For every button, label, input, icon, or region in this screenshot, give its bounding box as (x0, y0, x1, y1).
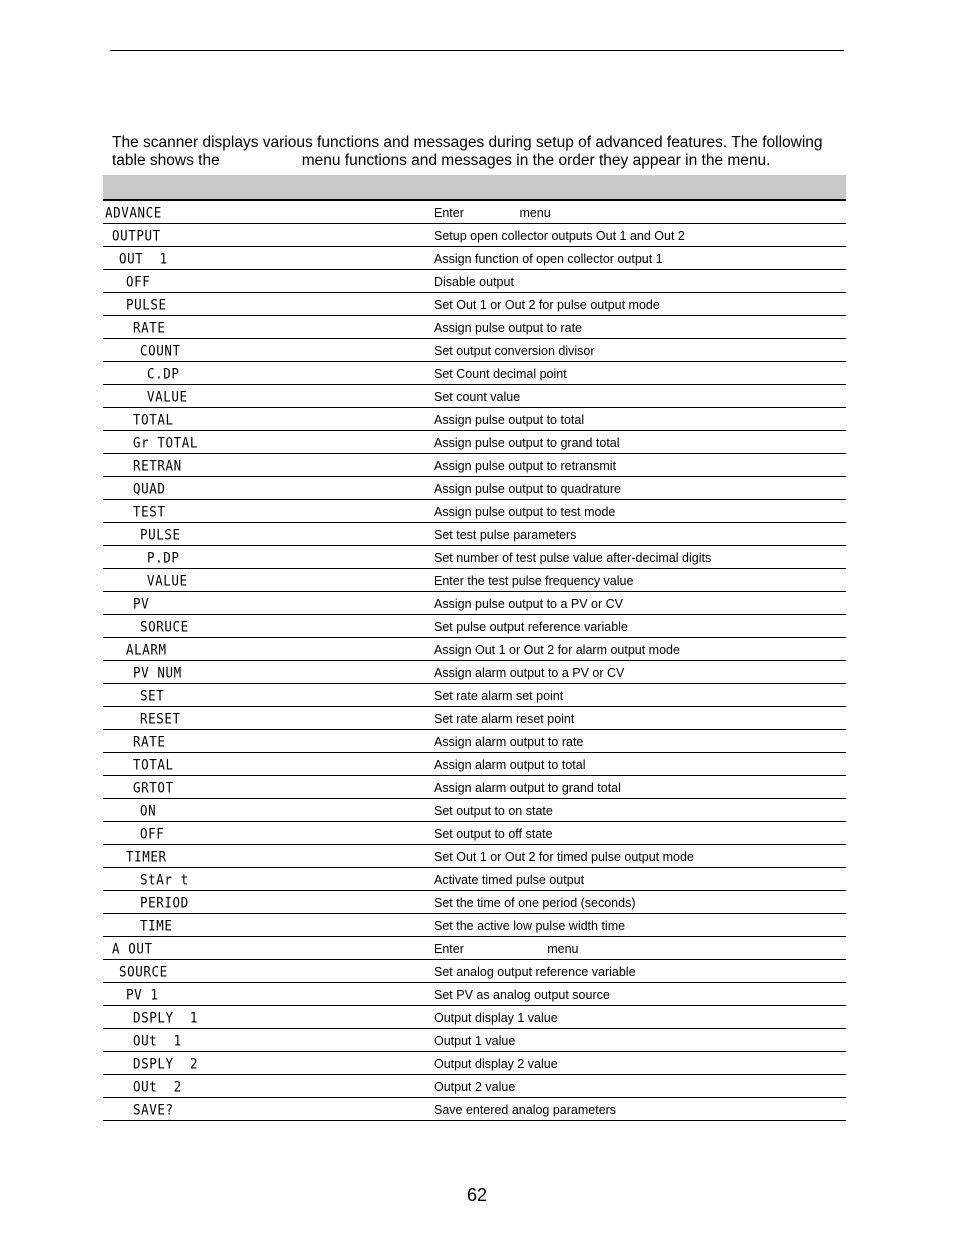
intro-line-1: The scanner displays various functions and messages during setup of advanced features. The following (112, 134, 823, 151)
display-code: Gr TOTAL (133, 434, 199, 451)
function-description: Disable output (434, 275, 514, 289)
display-code: TIMER (126, 848, 167, 865)
table-row (103, 753, 846, 776)
table-row (103, 822, 846, 845)
function-description: Assign pulse output to retransmit (434, 459, 617, 473)
table-row (103, 523, 846, 546)
table-row (103, 868, 846, 891)
table-row (103, 638, 846, 661)
intro-line-2 (112, 152, 842, 170)
display-code: ALARM (126, 641, 167, 658)
table-row (103, 730, 846, 753)
display-code: A OUT (112, 940, 153, 957)
table-row (103, 477, 846, 500)
display-code: StAr t (140, 871, 189, 888)
table-row (103, 454, 846, 477)
table-row (103, 201, 846, 224)
table-row (103, 408, 846, 431)
display-code: RETRAN (133, 457, 182, 474)
table-row (103, 1098, 846, 1121)
table-row (103, 661, 846, 684)
display-code: VALUE (147, 572, 188, 589)
table-body (103, 201, 846, 1121)
function-description: Assign alarm output to rate (434, 735, 584, 749)
display-code: TIME (140, 917, 173, 934)
table-row (103, 983, 846, 1006)
function-description: Set Count decimal point (434, 367, 567, 381)
display-code: TOTAL (133, 411, 174, 428)
table-row (103, 615, 846, 638)
table-row (103, 707, 846, 730)
table-row (103, 960, 846, 983)
table-row (103, 845, 846, 868)
display-code: TOTAL (133, 756, 174, 773)
table-row (103, 431, 846, 454)
function-description: Set PV as analog output source (434, 988, 610, 1002)
display-code: ADVANCE (105, 204, 162, 221)
table-row (103, 500, 846, 523)
function-description: Assign pulse output to grand total (434, 436, 620, 450)
display-code: RATE (133, 319, 166, 336)
intro-line-2-end: menu functions and messages in the order they appear in the menu. (301, 152, 771, 169)
function-description: Assign pulse output to test mode (434, 505, 616, 519)
display-code: TEST (133, 503, 166, 520)
header-rule (110, 50, 844, 51)
table-row (103, 316, 846, 339)
function-description: Set output conversion divisor (434, 344, 595, 358)
display-code: SAVE? (133, 1101, 174, 1118)
function-description: Set Out 1 or Out 2 for timed pulse output mode (434, 850, 694, 864)
display-code: OUTPUT (112, 227, 161, 244)
table-row (103, 937, 846, 960)
display-code: DSPLY 2 (133, 1055, 199, 1072)
function-description: Assign alarm output to total (434, 758, 586, 772)
function-description: Output 2 value (434, 1080, 516, 1094)
function-description: Output display 1 value (434, 1011, 558, 1025)
function-description: Set output to off state (434, 827, 553, 841)
display-code: VALUE (147, 388, 188, 405)
table-row (103, 1029, 846, 1052)
display-code: COUNT (140, 342, 181, 359)
display-code: DSPLY 1 (133, 1009, 199, 1026)
display-code: RATE (133, 733, 166, 750)
table-row (103, 224, 846, 247)
function-description: Assign Out 1 or Out 2 for alarm output mode (434, 643, 680, 657)
table-row (103, 891, 846, 914)
table-row (103, 385, 846, 408)
function-description: Enter menu (434, 942, 579, 956)
table-row (103, 270, 846, 293)
table-row (103, 592, 846, 615)
display-code: QUAD (133, 480, 166, 497)
display-code: OFF (126, 273, 151, 290)
function-description: Set analog output reference variable (434, 965, 636, 979)
function-description: Enter the test pulse frequency value (434, 574, 634, 588)
display-code: P.DP (147, 549, 180, 566)
function-description: Assign pulse output to a PV or CV (434, 597, 623, 611)
table-row (103, 293, 846, 316)
display-code: SET (140, 687, 165, 704)
display-code: OUt 1 (133, 1032, 182, 1049)
table-row (103, 1006, 846, 1029)
function-description: Output 1 value (434, 1034, 516, 1048)
table-row (103, 546, 846, 569)
function-description: Setup open collector outputs Out 1 and Out 2 (434, 229, 685, 243)
function-description: Set Out 1 or Out 2 for pulse output mode (434, 298, 660, 312)
table-row (103, 684, 846, 707)
table-row (103, 1052, 846, 1075)
display-code: OUt 2 (133, 1078, 182, 1095)
intro-paragraph (112, 134, 842, 170)
display-code: RESET (140, 710, 181, 727)
table-row (103, 247, 846, 270)
function-description: Set number of test pulse value after-decimal digits (434, 551, 712, 565)
function-description: Assign alarm output to a PV or CV (434, 666, 625, 680)
display-code: C.DP (147, 365, 180, 382)
display-code: OFF (140, 825, 165, 842)
function-description: Assign pulse output to quadrature (434, 482, 621, 496)
table-row (103, 569, 846, 592)
display-code: PV 1 (126, 986, 159, 1003)
table-row (103, 1075, 846, 1098)
display-code: ON (140, 802, 157, 819)
function-description: Enter menu (434, 206, 551, 220)
display-code: SOURCE (119, 963, 168, 980)
display-code: SORUCE (140, 618, 189, 635)
display-code: PULSE (140, 526, 181, 543)
page-number: 62 (466, 1185, 488, 1205)
function-description: Set output to on state (434, 804, 553, 818)
table-header (103, 175, 846, 201)
display-code: PERIOD (140, 894, 189, 911)
display-code: PULSE (126, 296, 167, 313)
function-description: Set rate alarm reset point (434, 712, 575, 726)
function-description: Set test pulse parameters (434, 528, 577, 542)
menu-function-table (103, 175, 846, 1121)
display-code: PV NUM (133, 664, 182, 681)
function-description: Assign pulse output to rate (434, 321, 583, 335)
function-description: Set count value (434, 390, 521, 404)
table-row (103, 339, 846, 362)
display-code: GRTOT (133, 779, 174, 796)
function-description: Set the active low pulse width time (434, 919, 626, 933)
table-row (103, 776, 846, 799)
function-description: Set rate alarm set point (434, 689, 564, 703)
table-row (103, 914, 846, 937)
function-description: Save entered analog parameters (434, 1103, 617, 1117)
display-code: PV (133, 595, 150, 612)
function-description: Assign pulse output to total (434, 413, 585, 427)
function-description: Assign function of open collector output 1 (434, 252, 663, 266)
function-description: Assign alarm output to grand total (434, 781, 621, 795)
display-code: OUT 1 (119, 250, 168, 267)
intro-line-2-start: table shows the (112, 152, 220, 169)
function-description: Output display 2 value (434, 1057, 558, 1071)
table-row (103, 799, 846, 822)
function-description: Set pulse output reference variable (434, 620, 628, 634)
table-row (103, 362, 846, 385)
function-description: Activate timed pulse output (434, 873, 585, 887)
function-description: Set the time of one period (seconds) (434, 896, 636, 910)
